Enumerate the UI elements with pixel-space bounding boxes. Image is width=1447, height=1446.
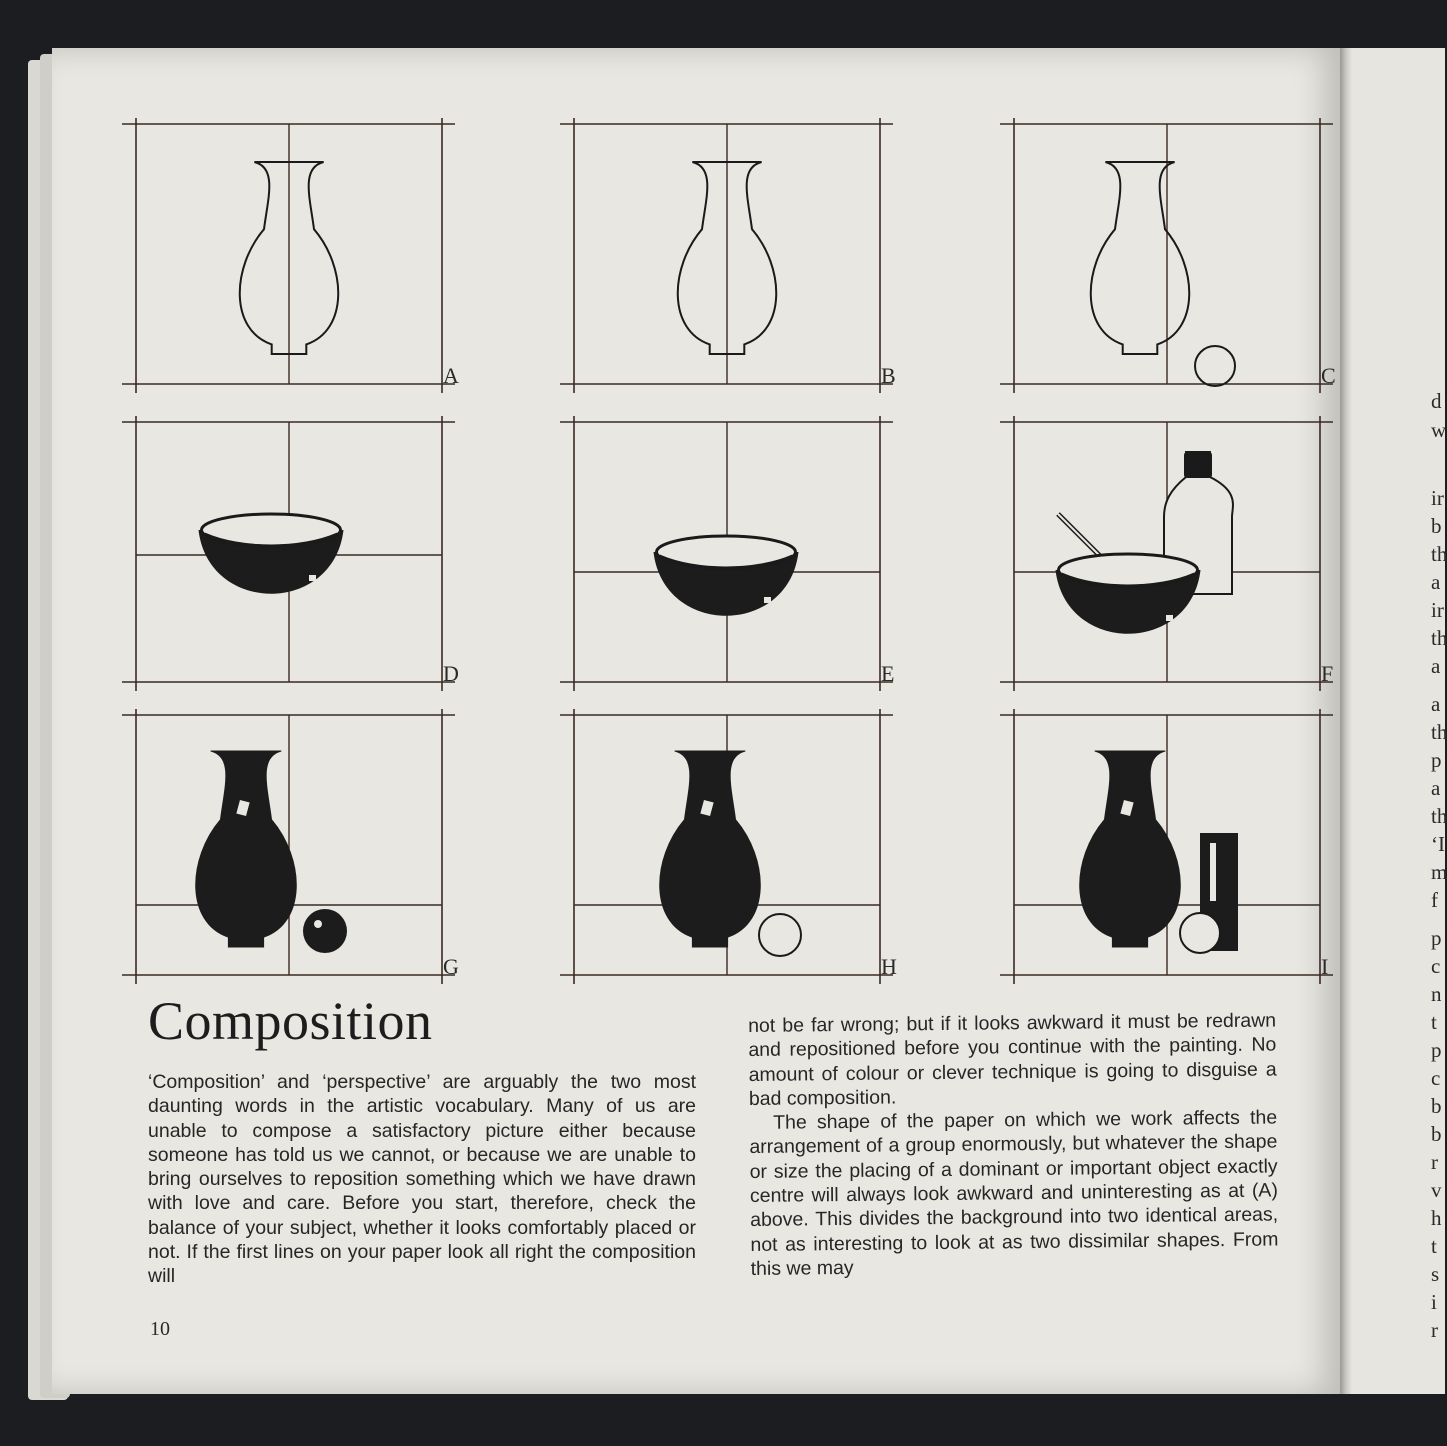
panel-a [122,118,459,393]
article-column-1 [148,1070,696,1289]
panel-letter: D [443,661,459,686]
panel-f [1000,416,1333,691]
right-page-letter: ir [1431,598,1444,622]
right-page-letter: c [1431,1066,1441,1090]
panel-letter: B [881,363,896,388]
right-page-letter: d [1431,389,1442,413]
ball-outline [1195,346,1235,386]
panel-letter: C [1321,363,1336,388]
paragraph: not be far wrong; but if it looks awkward it must be redrawn and repositioned before you continue with the painting. No amount of colour or clever technique is going to disguise a bad composition. [748,1009,1277,1110]
vase-outline [1091,162,1189,354]
panel-letter: H [881,954,897,979]
right-page-letter: th [1431,626,1447,650]
panel-d [122,416,459,691]
right-page-letter: t [1431,1234,1437,1258]
panel-h [560,709,897,984]
box-highlight [1210,843,1216,901]
panel-letter: I [1321,954,1329,979]
article-column-2 [748,1008,1279,1281]
panel-c [1000,118,1336,393]
dark-vase [1080,751,1181,947]
panel-i [1000,709,1333,984]
right-page-letter: p [1431,748,1442,772]
right-page-letter: m [1431,860,1447,884]
highlight [764,597,771,603]
right-page-letter: th [1431,804,1447,828]
paragraph: The shape of the paper on which we work affects the arrangement of a group enormously, but whatever the shape or size the placing of a dominant or important object exactly centre will always look awkward and uninteresting as at (A) above. This divides the background into two identical areas, not as interesting to look at as two dissimilar shapes. From this we may [749,1106,1279,1280]
dark-ball [303,909,347,953]
ball-outline [759,914,801,956]
right-page-letter: h [1431,1206,1442,1230]
panel-b [560,118,896,393]
panel-g [122,709,459,984]
right-page-letter: b [1431,1122,1442,1146]
right-page-letter: a [1431,570,1441,594]
right-page-letter: a [1431,654,1441,678]
right-page-letter: th [1431,542,1447,566]
right-page-letter: r [1431,1318,1438,1342]
page-number: 10 [150,1318,170,1340]
right-page-letter: th [1431,720,1447,744]
right-page-letter: f [1431,888,1438,912]
dark-vase [196,751,297,947]
ball-highlight [314,920,322,928]
right-page-letter: ‘I [1431,832,1445,856]
right-page-letter: b [1431,1094,1442,1118]
right-page-letter: ir [1431,486,1444,510]
paragraph: ‘Composition’ and ‘perspective’ are arguably the two most daunting words in the artistic vocabulary. Many of us are unable to compose a satisfactory picture either because someone has told us we cannot, or because we are unable to bring ourselves to reposition something which we have drawn with love and care. Before you start, therefore, check the balance of your subject, whether it looks comfortably placed or not. If the first lines on your paper look all right the composition will [148,1071,696,1288]
right-page-letter: t [1431,1010,1437,1034]
panel-letter: A [443,363,459,388]
right-page-letter: p [1431,1038,1442,1062]
panel-letter: E [881,661,895,686]
right-page-letter: c [1431,954,1441,978]
panel-letter: G [443,954,459,979]
article-title: Composition [148,991,433,1051]
right-page-letter: a [1431,692,1441,716]
right-page-letter: i [1431,1290,1437,1314]
right-page-letter: a [1431,776,1441,800]
ball-outline [1180,913,1220,953]
right-page-letter: p [1431,926,1442,950]
dark-vase [660,751,761,947]
right-page-letter: n [1431,982,1442,1006]
right-page-letter: s [1431,1262,1440,1286]
bottle-cap [1184,452,1212,478]
right-page-letter: b [1431,514,1442,538]
right-page-letter: r [1431,1150,1438,1174]
right-page-letter: w [1431,418,1447,442]
panel-e [560,416,894,691]
panel-letter: F [1321,661,1334,686]
highlight [309,575,316,581]
highlight [1166,615,1173,621]
right-page-letter: v [1431,1178,1442,1202]
